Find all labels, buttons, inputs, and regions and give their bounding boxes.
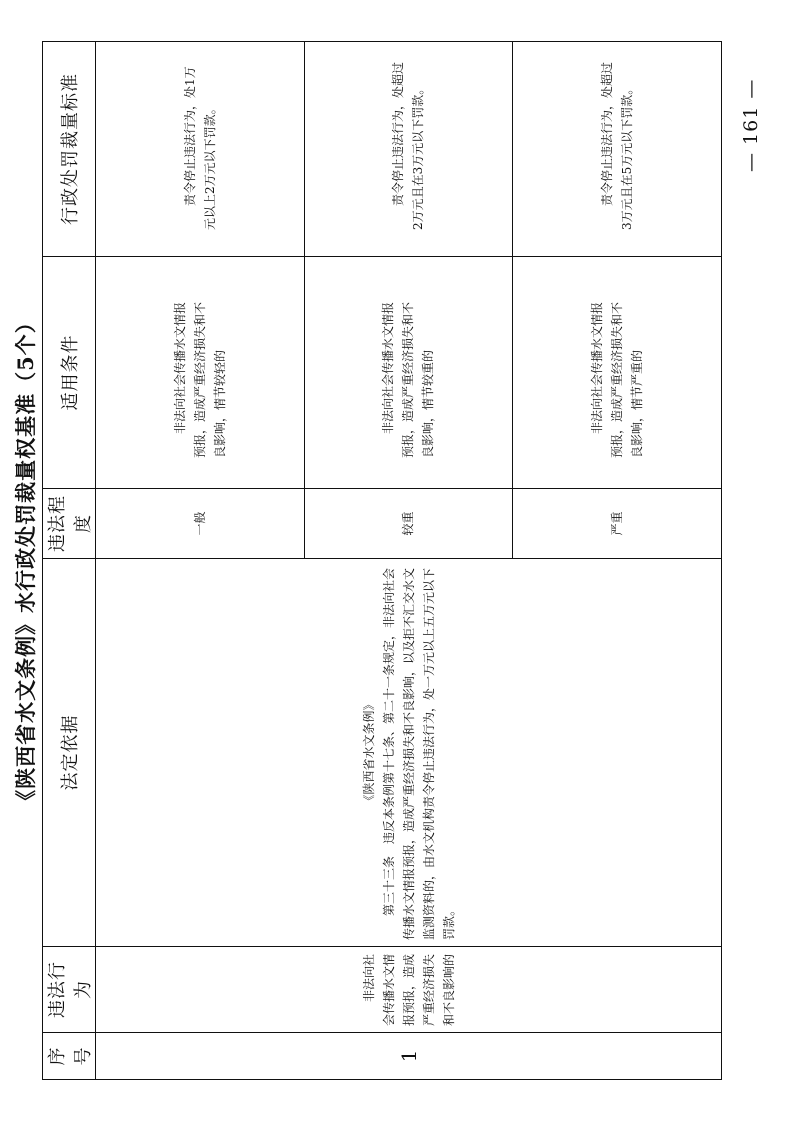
header-condition: 适用条件: [43, 257, 96, 489]
header-standard: 行政处罚裁量标准: [43, 42, 96, 257]
cell-condition-severe: [513, 257, 722, 489]
cell-standard-general: [96, 42, 305, 257]
standard-text: 责令停止违法行为，处超过3万元且在5万元以下罚款。: [600, 61, 635, 230]
behavior-text: 非法向社会传播水文情报预报，造成严重经济损失和不良影响的: [361, 953, 456, 1026]
cell-standard-severe: [513, 42, 722, 257]
header-seq: 序号: [43, 1033, 96, 1080]
basis-law-text: 第三十三条 违反本条例第十七条、第二十一条规定，非法向社会传播水文情报预报，造成严重经济损失和不良影响，以及拒不汇交水文监测资料的，由水文机构责令停止违法行为，处一万元以上五万元以下罚款。: [381, 567, 456, 940]
cell-degree-general: 一般: [96, 489, 305, 559]
document-title: 《陕西省水文条例》水行政处罚裁量权基准（5个）: [13, 311, 38, 811]
cell-condition-serious: [304, 257, 513, 489]
header-degree: 违法程度: [43, 489, 96, 559]
header-behavior: 违法行为: [43, 947, 96, 1033]
page-number: — 161 —: [740, 78, 762, 172]
header-basis: 法定依据: [43, 559, 96, 947]
condition-text: 非法向社会传播水文情报预报，造成严重经济损失和不良影响，情节较重的: [381, 301, 436, 458]
condition-text: 非法向社会传播水文情报预报，造成严重经济损失和不良影响，情节较轻的: [172, 301, 227, 458]
standard-text: 责令停止违法行为，处1万元以上2万元以下罚款。: [182, 66, 217, 230]
cell-behavior: [96, 947, 722, 1033]
cell-seq: 1: [96, 1033, 722, 1080]
cell-degree-severe: 严重: [513, 489, 722, 559]
discretion-table: [42, 41, 722, 1080]
basis-law-name: 《陕西省水文条例》: [361, 698, 376, 807]
table-header-row: [43, 42, 96, 1080]
cell-degree-serious: 较重: [304, 489, 513, 559]
table-row: [96, 42, 305, 1080]
cell-standard-serious: [304, 42, 513, 257]
cell-basis: [96, 559, 722, 947]
condition-text: 非法向社会传播水文情报预报，造成严重经济损失和不良影响，情节严重的: [590, 301, 645, 458]
cell-condition-general: [96, 257, 305, 489]
standard-text: 责令停止违法行为，处超过2万元且在3万元以下罚款。: [391, 61, 426, 230]
